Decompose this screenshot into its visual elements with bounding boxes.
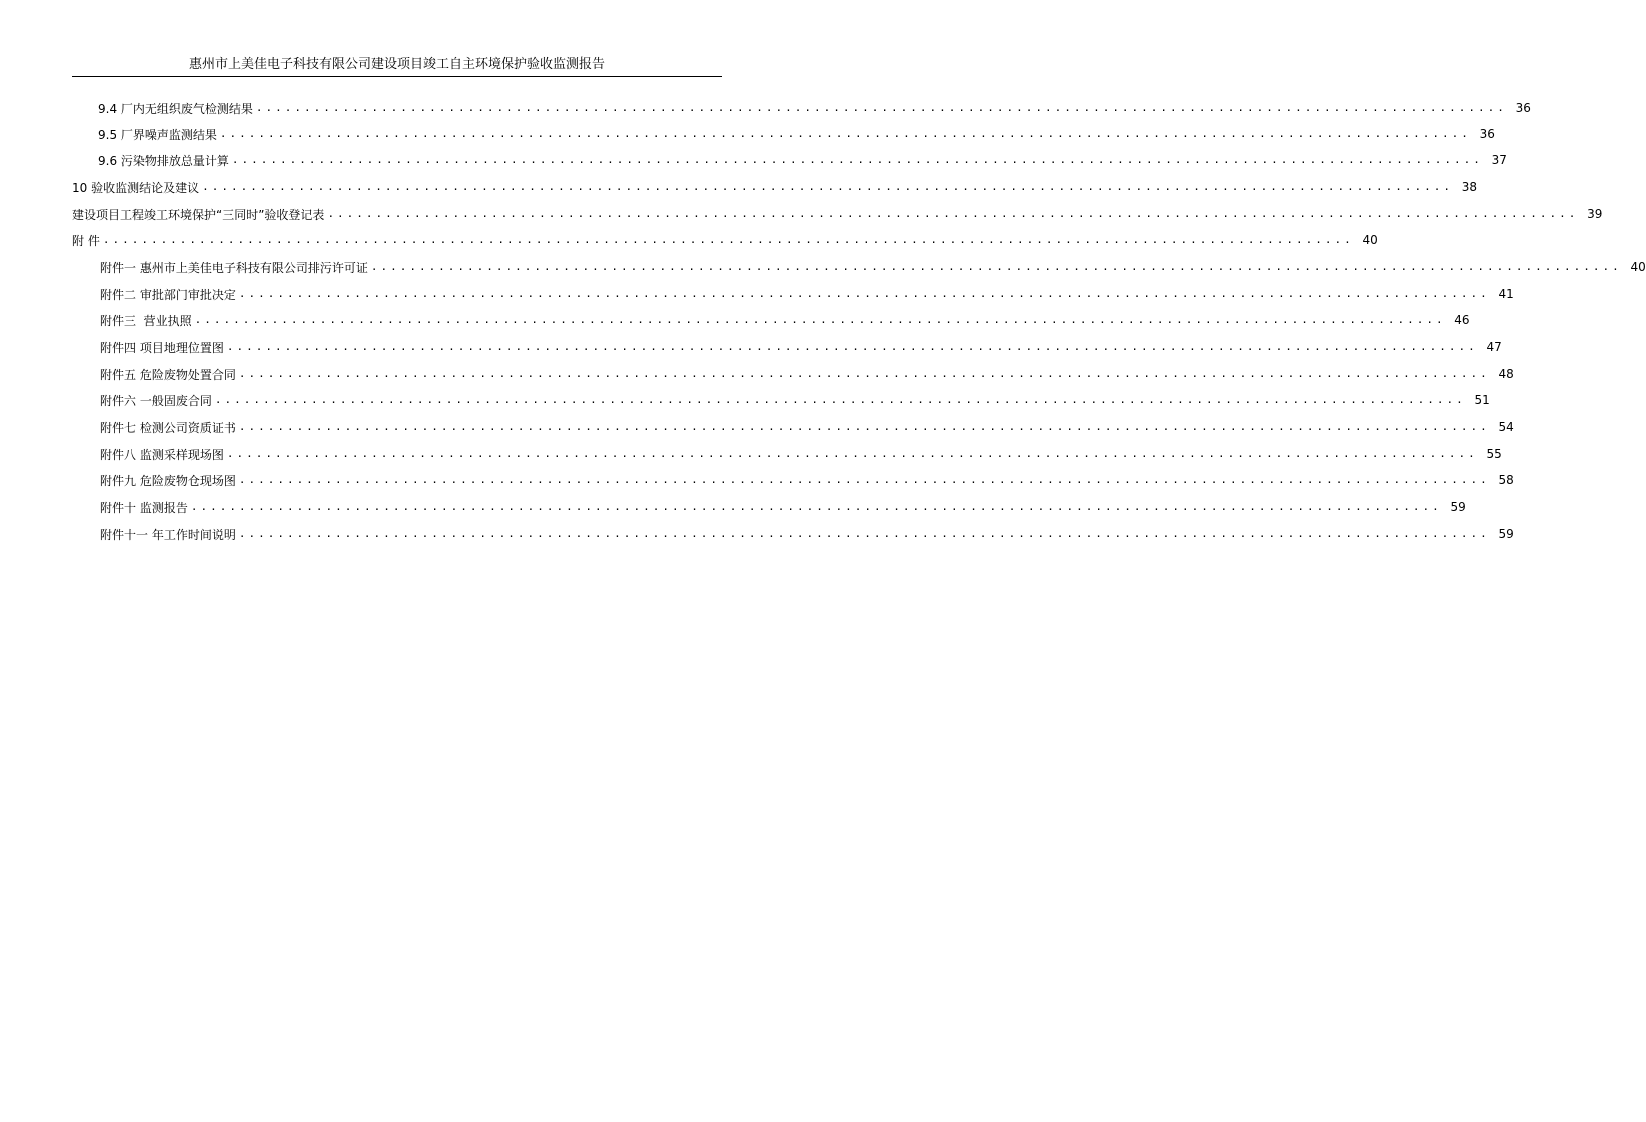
toc-entry[interactable] (100, 387, 1490, 413)
toc-leader-dots: .................................................................................................................................. (102, 233, 1354, 246)
toc-leader-dots: .................................................................................................................................. (238, 287, 1490, 300)
toc-entry-title: 9.5 厂界噪声监测结果 (98, 127, 217, 142)
toc-leader-dots: .................................................................................................................................. (226, 340, 1478, 353)
toc-entry[interactable] (100, 521, 1514, 547)
toc-entry[interactable] (98, 147, 1507, 173)
toc-entry-title: 附件六 一般固废合同 (100, 393, 212, 408)
toc-entry-page: 40 (1630, 260, 1646, 274)
toc-entry[interactable] (100, 441, 1502, 467)
toc-entry-title: 附件十 监测报告 (100, 500, 188, 515)
toc-entry-page: 54 (1498, 420, 1514, 434)
toc-entry[interactable] (98, 121, 1495, 147)
toc-entry[interactable] (100, 414, 1514, 440)
toc-leader-dots: .................................................................................................................................. (214, 393, 1466, 406)
toc-leader-dots: .................................................................................................................................. (202, 180, 1454, 193)
toc-leader-dots: .................................................................................................................................. (255, 101, 1507, 114)
toc-entry-page: 47 (1486, 340, 1502, 354)
toc-entry[interactable] (98, 95, 1531, 121)
toc-entry-title: 建设项目工程竣工环境保护“三同时”验收登记表 (72, 207, 325, 222)
toc-entry[interactable] (100, 307, 1470, 333)
toc-leader-dots: .................................................................................................................................. (219, 127, 1471, 140)
toc-entry[interactable] (72, 227, 1378, 253)
toc-entry-page: 59 (1450, 500, 1466, 514)
toc-leader-dots: .................................................................................................................................. (226, 447, 1478, 460)
toc-entry-title: 附件四 项目地理位置图 (100, 340, 224, 355)
toc-entry[interactable] (100, 281, 1514, 307)
toc-entry[interactable] (72, 201, 1603, 227)
toc-entry-title: 附 件 (72, 233, 100, 248)
toc-entry-title: 9.4 厂内无组织废气检测结果 (98, 101, 253, 116)
toc-leader-dots: .................................................................................................................................. (238, 527, 1490, 540)
toc-entry-page: 46 (1454, 313, 1470, 327)
toc-leader-dots: .................................................................................................................................. (190, 500, 1442, 513)
toc-entry-page: 40 (1362, 233, 1378, 247)
toc-entry-title: 10 验收监测结论及建议 (72, 180, 200, 195)
toc-entry-page: 58 (1498, 473, 1514, 487)
toc-entry-title: 附件九 危险废物仓现场图 (100, 473, 236, 488)
toc-leader-dots: .................................................................................................................................. (238, 367, 1490, 380)
toc-entry-page: 37 (1491, 153, 1507, 167)
toc-entry-page: 55 (1486, 447, 1502, 461)
toc-entry-title: 附件七 检测公司资质证书 (100, 420, 236, 435)
toc-entry[interactable] (72, 174, 1478, 200)
toc-entry-page: 38 (1461, 180, 1478, 194)
toc-leader-dots: .................................................................................................................................. (194, 313, 1446, 326)
toc-entry-title: 附件十一 年工作时间说明 (100, 527, 236, 542)
toc-entry-page: 36 (1515, 101, 1531, 115)
toc-entry-page: 48 (1498, 367, 1514, 381)
toc-entry-title: 附件五 危险废物处置合同 (100, 367, 236, 382)
toc-leader-dots: .................................................................................................................................. (238, 420, 1490, 433)
toc-entry-page: 39 (1587, 207, 1603, 221)
toc-leader-dots: .................................................................................................................................. (238, 473, 1490, 486)
toc-entry-page: 59 (1498, 527, 1514, 541)
toc-entry[interactable] (100, 467, 1514, 493)
toc-entry-title: 附件三 营业执照 (100, 313, 192, 328)
page-header-title: 惠州市上美佳电子科技有限公司建设项目竣工自主环境保护验收监测报告 (188, 57, 605, 72)
toc-entry-title: 9.6 污染物排放总量计算 (98, 153, 229, 168)
toc-entry[interactable] (100, 494, 1466, 520)
toc-leader-dots: .................................................................................................................................. (327, 207, 1579, 220)
toc-entry[interactable] (100, 361, 1514, 387)
toc-entry-page: 51 (1474, 393, 1490, 407)
toc-leader-dots: .................................................................................................................................. (231, 153, 1483, 166)
toc-entry-title: 附件一 惠州市上美佳电子科技有限公司排污许可证 (100, 260, 368, 275)
toc-entry-page: 36 (1479, 127, 1495, 141)
toc-leader-dots: .................................................................................................................................. (370, 260, 1622, 273)
toc-entry[interactable] (100, 254, 1646, 280)
header-divider (72, 76, 722, 77)
toc-entry-title: 附件二 审批部门审批决定 (100, 287, 236, 302)
toc-entry-page: 41 (1498, 287, 1514, 301)
toc-entry[interactable] (100, 334, 1502, 360)
toc-entry-title: 附件八 监测采样现场图 (100, 447, 224, 462)
